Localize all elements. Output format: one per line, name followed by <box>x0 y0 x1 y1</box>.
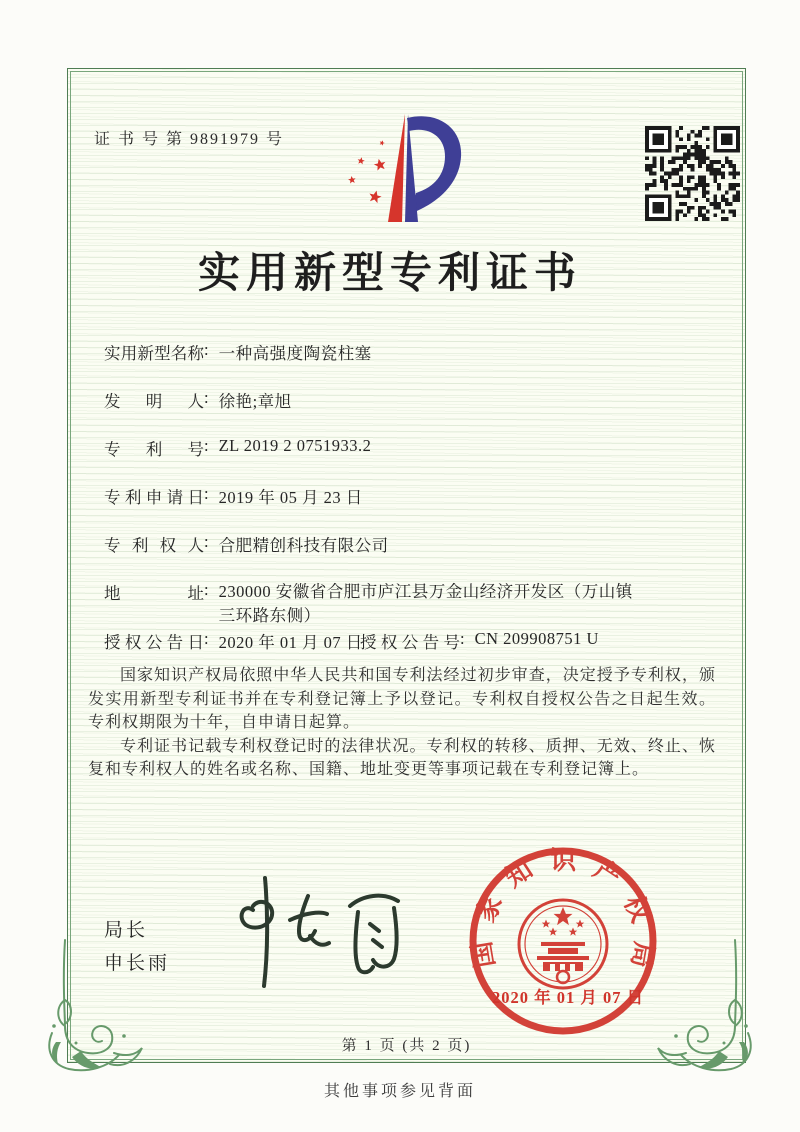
field-label: 授权公告号 <box>360 633 460 652</box>
seal-ring-text: 国家知识产权局 <box>467 846 659 971</box>
certificate-number: 证 书 号 第 9891979 号 <box>94 131 285 148</box>
field-utility-model-name <box>104 340 372 364</box>
qr-code-icon <box>645 126 740 221</box>
field-label: 专利号 <box>104 440 204 459</box>
china-national-emblem-icon <box>519 900 607 988</box>
field-inventor <box>104 388 292 412</box>
field-filing-date <box>104 484 363 508</box>
field-label: 地址 <box>104 584 204 603</box>
corner-flourish-icon <box>654 938 758 1076</box>
director-title: 局长 <box>104 920 149 941</box>
field-value: ZL 2019 2 0751933.2 <box>218 436 372 455</box>
certificate-title: 实用新型专利证书 <box>197 251 582 297</box>
field-patent-number <box>104 436 371 460</box>
field-value: 一种高强度陶瓷柱塞 <box>218 344 372 363</box>
field-value: 徐艳;章旭 <box>218 392 292 411</box>
field-label: 专利申请日 <box>104 488 204 507</box>
address-line-1: 230000 安徽省合肥市庐江县万金山经济开发区（万山镇 <box>218 582 633 601</box>
cnipa-official-seal-icon <box>462 840 664 1042</box>
page-number: 第 1 页 (共 2 页) <box>341 1038 472 1054</box>
legal-paragraph-2: 专利证书记载专利权登记时的法律状况。专利权的转移、质押、无效、终止、恢复和专利权人的姓名或名称、国籍、地址变更等事项记载在专利登记簿上。 <box>88 737 716 778</box>
cnipa-logo-icon <box>332 110 482 230</box>
field-value: CN 209908751 U <box>474 629 599 648</box>
field-value: 合肥精创科技有限公司 <box>218 536 389 555</box>
colon: : <box>204 388 209 407</box>
colon: : <box>204 484 209 503</box>
field-address <box>104 580 633 628</box>
address-line-2: 三环路东侧） <box>218 606 321 625</box>
back-side-note: 其他事项参见背面 <box>323 1083 476 1100</box>
field-label: 实用新型名称 <box>104 344 204 363</box>
colon: : <box>204 580 209 599</box>
director-block <box>104 914 170 980</box>
field-grant-date-and-number <box>104 629 599 653</box>
colon: : <box>204 629 209 648</box>
colon: : <box>204 436 209 455</box>
field-value <box>219 580 633 628</box>
handwritten-signature-icon <box>220 870 435 995</box>
colon: : <box>204 532 209 551</box>
field-label: 专利权人 <box>104 536 204 555</box>
field-label: 授权公告日 <box>104 633 204 652</box>
colon: : <box>460 629 465 648</box>
director-name: 申长雨 <box>104 953 171 974</box>
field-grant-number <box>360 629 599 653</box>
field-label: 发明人 <box>104 392 204 411</box>
field-value: 2019 年 05 月 23 日 <box>218 488 363 507</box>
legal-paragraph-1: 国家知识产权局依照中华人民共和国专利法经过初步审查，决定授予专利权，颁发实用新型专利证书并在专利登记簿上予以登记。专利权自授权公告之日起生效。专利权期限为十年，自申请日起算。 <box>88 667 716 731</box>
seal-date: 2020 年 01 月 07 日 <box>492 988 645 1007</box>
colon: : <box>204 340 209 359</box>
field-value: 2020 年 01 月 07 日 <box>218 633 363 652</box>
field-patentee <box>104 532 389 556</box>
legal-text <box>88 664 716 782</box>
